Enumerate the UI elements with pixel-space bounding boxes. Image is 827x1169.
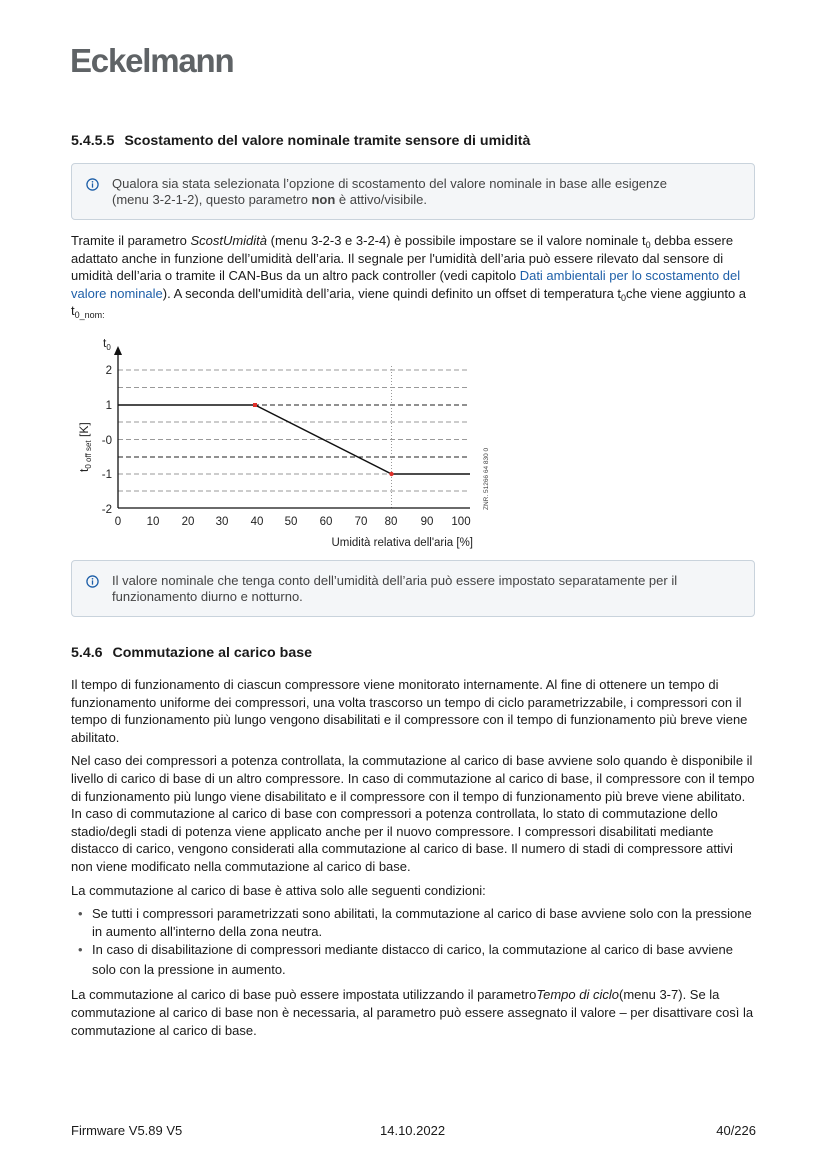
eckelmann-logo: Eckelmann: [70, 42, 234, 79]
grid-lines: [118, 366, 470, 508]
note2-line-1: Il valore nominale che tenga conto dell’umidità dell’aria può essere impostato separatamente per il: [112, 573, 678, 588]
section-5-4-6-body: [71, 676, 755, 1045]
svg-text:20: 20: [181, 516, 195, 528]
section-heading-5-4-5-5: [71, 133, 530, 149]
svg-text:1: 1: [105, 400, 112, 412]
svg-text:0: 0: [114, 516, 122, 528]
note-bold-non: non: [311, 192, 336, 207]
svg-text:40: 40: [250, 516, 264, 528]
note-line-1: Qualora sia stata selezionata l’opzione di scostamento del valore nominale in base alle esigenze: [112, 176, 668, 191]
svg-text:-2: -2: [101, 504, 112, 516]
y-axis-top-label: $t_0$: [103, 336, 111, 352]
humidity-paragraph: Tramite il parametro ScostUmidità (menu 3-2-3 e 3-2-4) è possibile impostare se il valore nominale $t_0$ debba essere adattato anche in funzione dell’umidità dell’aria. Il segnale per l'umidità dell’aria può essere rilevato dal sensore di umidità dell’aria o tramite il CAN-Bus da un altro pack controller (vedi capitolo Dati ambientali per lo scostamento del valore nominale). A seconda dell'umidità dell’aria, viene quindi definito un offset di temperatura $t_0che$ viene aggiunto a $t_{0\_nom:}$: [71, 233, 747, 321]
svg-text:60: 60: [319, 516, 333, 528]
svg-text:50: 50: [284, 516, 298, 528]
list-item: • Se tutti i compressori parametrizzati sono abilitati, la commutazione al carico di base avviene solo con la pressione in aumento all'interno della zona neutra.: [71, 905, 755, 940]
section-heading-5-4-6: [71, 645, 312, 661]
svg-text:90: 90: [420, 516, 434, 528]
section-number: 5.4.5.5: [71, 133, 115, 149]
svg-text:100: 100: [451, 516, 471, 528]
param-tempo-di-ciclo: Tempo di ciclo: [536, 987, 619, 1003]
y-axis-arrow-icon: [114, 346, 122, 355]
x-axis-label: Umidità relativa dell'aria [%]: [331, 537, 473, 549]
footer-page-number: 40/226: [716, 1123, 756, 1138]
svg-text:-0: -0: [101, 435, 112, 447]
svg-text:2: 2: [105, 365, 112, 377]
info-icon: [86, 575, 99, 588]
paragraph-1: Il tempo di funzionamento di ciascun compressore viene monitorato internamente. Al fine di ottenere un tempo di funzionamento uniforme dei compressori, una volta trascorso un tempo di ciclo parametrizzabile, i compressori con il tempo di funzionamento più lungo vengono disabilitati e il compressore con il tempo di funzionamento più breve viene abilitato.: [71, 677, 748, 745]
footer-firmware: Firmware V5.89 V5: [71, 1123, 183, 1138]
x-tick-labels: [115, 516, 471, 528]
link-dati-ambientali[interactable]: Dati ambientali per lo scostamento del valore nominale: [71, 268, 741, 301]
section-title: Scostamento del valore nominale tramite sensore di umidità: [124, 133, 531, 149]
svg-text:-1: -1: [101, 469, 112, 481]
paragraph-3: La commutazione al carico di base è attiva solo alle seguenti condizioni:: [71, 882, 486, 898]
paragraph-2: Nel caso dei compressori a potenza controllata, la commutazione al carico di base avviene solo quando è disponibile il livello di carico di base di un altro compressore. In caso di commutazione al carico di base, il compressore con il tempo di funzionamento più lungo viene disabilitato e il compressore con il tempo di funzionamento più breve viene abilitato. In caso di commutazione al carico di base con compressori a potenza controllata, lo stato di commutazione dello stadio/degli stadi di potenza viene applicato anche per il nuovo compressore. I compressori disabilitati mediante distacco di carico, vengono considerati alla commutazione al carico di base. Il numero di stadi di compressore attivi non viene modificato nella commutazione al carico di base.: [71, 753, 755, 874]
footer-date: 14.10.2022: [380, 1123, 446, 1138]
svg-text:10: 10: [146, 516, 160, 528]
svg-text:80: 80: [384, 516, 398, 528]
list-item: • In caso di disabilitazione di compressori mediante distacco di carico, la commutazione al carico di base avviene solo con la pressione in aumento.: [71, 940, 755, 980]
drawing-number: ZNR. 51266 64 830 0: [483, 447, 490, 510]
data-point-marker: [389, 472, 393, 476]
svg-text:70: 70: [354, 516, 368, 528]
conditions-list: [71, 905, 755, 980]
paragraph-4: La commutazione al carico di base può essere impostata utilizzando il parametroTempo di ciclo(menu 3-7). Se la commutazione al carico di base non è necessaria, al parametro può essere assegnato il valore – per disattivare così la commutazione al carico di base.: [71, 987, 754, 1038]
info-note-box: [71, 163, 755, 220]
info-note-box-2: [71, 560, 755, 617]
section-number: 5.4.6: [71, 645, 103, 661]
note-line-2: (menu 3-2-1-2), questo parametro non è attivo/visibile.: [112, 192, 428, 207]
y-tick-labels: [102, 365, 112, 516]
data-point-marker: [253, 403, 257, 407]
info-icon: [86, 178, 99, 191]
y-axis-label: $t_{0 off set}$ [K]: [77, 422, 93, 472]
svg-text:30: 30: [215, 516, 229, 528]
section-title: Commutazione al carico base: [112, 645, 312, 661]
param-scost-umidita: ScostUmidità: [190, 233, 268, 248]
note2-line-2: funzionamento diurno e notturno.: [112, 589, 303, 604]
humidity-offset-chart: [70, 330, 490, 555]
